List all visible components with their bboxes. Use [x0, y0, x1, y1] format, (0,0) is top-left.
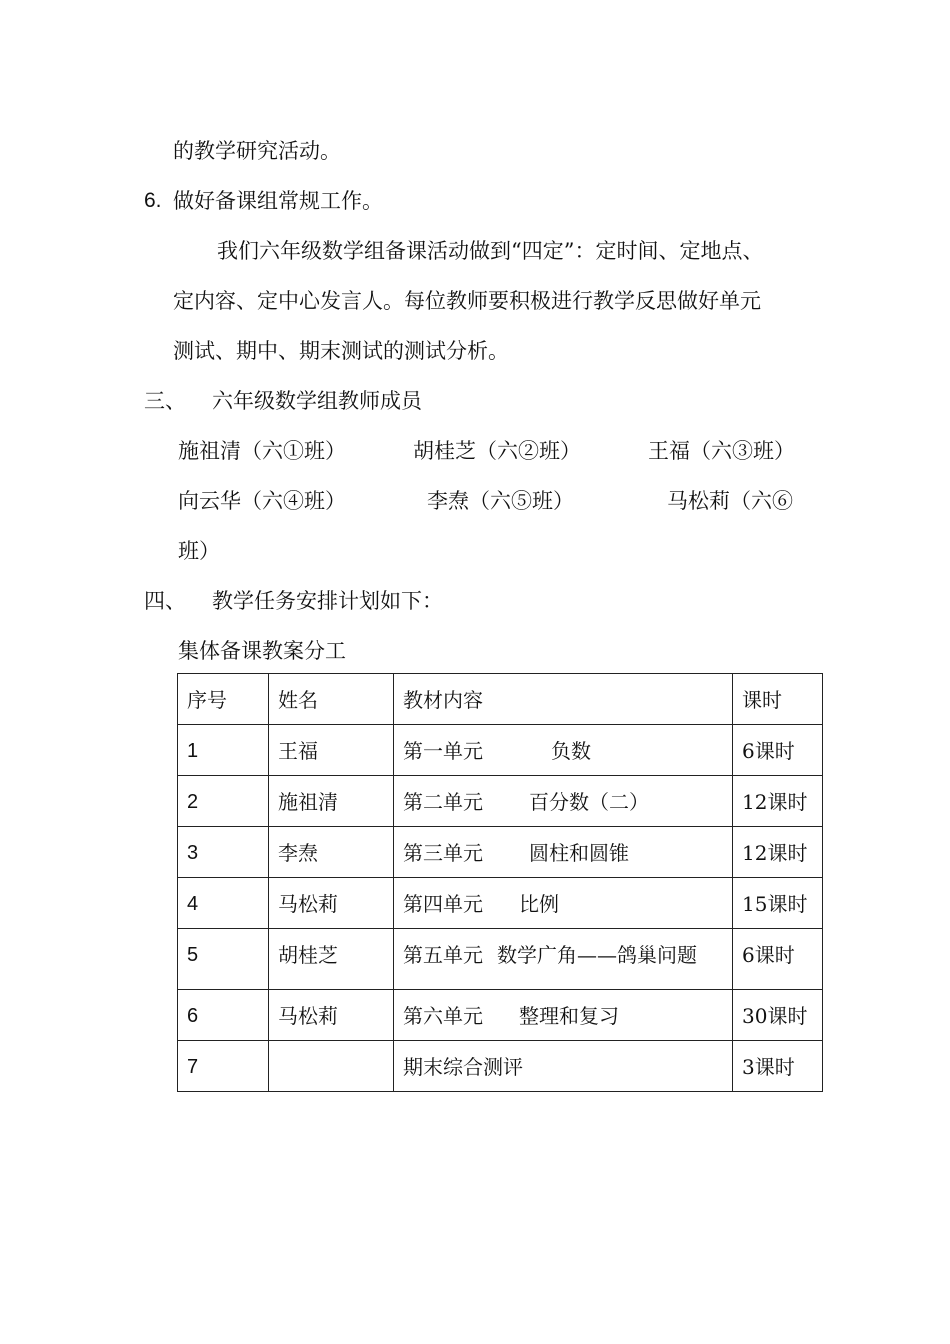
table-row — [178, 878, 823, 929]
cell-topic: 整理和复习 — [519, 1004, 619, 1028]
cell-topic: 比例 — [519, 892, 559, 916]
cell-number: 7 — [178, 1041, 269, 1092]
cell-hours: 12课时 — [733, 776, 823, 827]
cell-topic: 负数 — [551, 739, 591, 763]
cell-hours: 3课时 — [733, 1041, 823, 1092]
paragraph-line: 定内容、定中心发言人。每位教师要积极进行教学反思做好单元 — [173, 289, 761, 313]
table-row — [178, 929, 823, 990]
cell-hours: 6课时 — [733, 725, 823, 776]
cell-topic: 期末综合测评 — [403, 1055, 523, 1079]
cell-content — [394, 827, 733, 878]
cell-number: 6 — [178, 990, 269, 1041]
cell-number: 2 — [178, 776, 269, 827]
cell-name: 李焘 — [269, 827, 394, 878]
cell-unit: 第四单元 — [403, 892, 483, 916]
section-heading: 六年级数学组教师成员 — [212, 389, 422, 413]
cell-hours: 15课时 — [733, 878, 823, 929]
cell-name: 马松莉 — [269, 990, 394, 1041]
list-number: 6. — [144, 189, 162, 212]
cell-number: 4 — [178, 878, 269, 929]
member-entry: 胡桂芝（六②班） — [413, 439, 581, 463]
cell-name: 胡桂芝 — [269, 929, 394, 990]
member-entry: 向云华（六④班） — [178, 489, 346, 513]
cell-name: 王福 — [269, 725, 394, 776]
section-heading: 教学任务安排计划如下： — [212, 589, 443, 613]
cell-topic: 数学广角——鸽巢问题 — [497, 943, 697, 967]
member-entry: 王福（六③班） — [648, 439, 795, 463]
cell-hours: 12课时 — [733, 827, 823, 878]
cell-unit: 第五单元 — [403, 943, 483, 967]
cell-unit: 第三单元 — [403, 841, 483, 865]
cell-unit: 第一单元 — [403, 739, 483, 763]
cell-unit: 第六单元 — [403, 1004, 483, 1028]
table-row — [178, 990, 823, 1041]
cell-content — [394, 1041, 733, 1092]
cell-content — [394, 878, 733, 929]
cell-content — [394, 725, 733, 776]
table-row — [178, 725, 823, 776]
lesson-plan-table — [177, 673, 823, 1092]
cell-content — [394, 929, 733, 990]
list-item-text: 做好备课组常规工作。 — [173, 189, 383, 213]
cell-name — [269, 1041, 394, 1092]
paragraph-line: 测试、期中、期末测试的测试分析。 — [173, 339, 509, 363]
cell-number: 3 — [178, 827, 269, 878]
cell-number: 5 — [178, 929, 269, 990]
member-entry: 马松莉（六⑥ — [667, 489, 793, 513]
paragraph-line: 的教学研究活动。 — [173, 139, 341, 163]
cell-name: 马松莉 — [269, 878, 394, 929]
table-row — [178, 827, 823, 878]
section-number: 四、 — [144, 589, 186, 613]
header-cell: 课时 — [733, 674, 823, 725]
table-row — [178, 776, 823, 827]
section-number: 三、 — [144, 389, 186, 413]
cell-content — [394, 776, 733, 827]
cell-number: 1 — [178, 725, 269, 776]
table-caption: 集体备课教案分工 — [178, 639, 346, 663]
header-cell: 序号 — [178, 674, 269, 725]
member-entry-continued: 班） — [178, 539, 220, 563]
header-cell: 姓名 — [269, 674, 394, 725]
header-cell: 教材内容 — [394, 674, 733, 725]
table-row — [178, 1041, 823, 1092]
member-entry: 李焘（六⑤班） — [427, 489, 574, 513]
cell-hours: 30课时 — [733, 990, 823, 1041]
cell-name: 施祖清 — [269, 776, 394, 827]
cell-content — [394, 990, 733, 1041]
member-entry: 施祖清（六①班） — [178, 439, 346, 463]
cell-topic: 百分数（二） — [529, 790, 649, 814]
cell-hours: 6课时 — [733, 929, 823, 990]
cell-topic: 圆柱和圆锥 — [529, 841, 629, 865]
table-header-row — [178, 674, 823, 725]
paragraph-line: 我们六年级数学组备课活动做到“四定”：定时间、定地点、 — [217, 239, 764, 263]
cell-unit: 第二单元 — [403, 790, 483, 814]
